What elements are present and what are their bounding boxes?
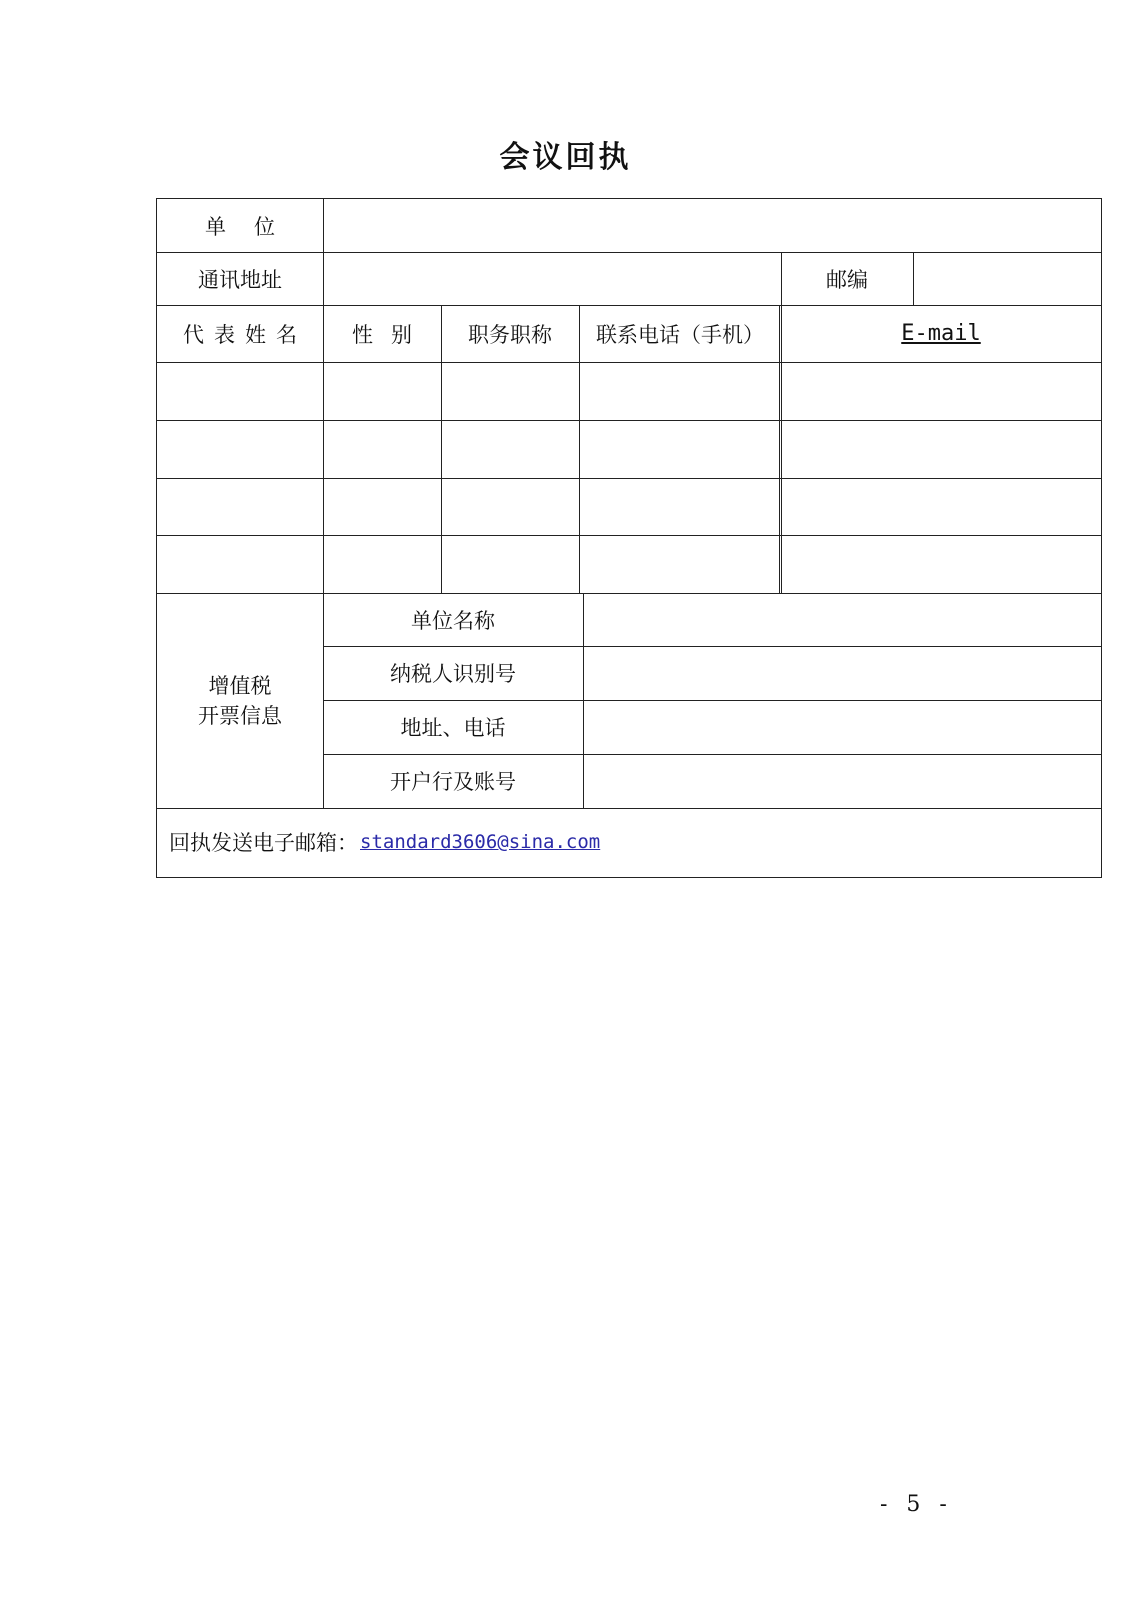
- header-phone: 联系电话（手机）: [596, 322, 764, 347]
- table-row[interactable]: [157, 536, 1101, 593]
- vat-company-name-label: 单位名称: [411, 608, 495, 633]
- table-row[interactable]: [157, 421, 1101, 478]
- footer-label: 回执发送电子邮箱：: [169, 831, 358, 855]
- vat-label-line2: 开票信息: [198, 703, 282, 728]
- receipt-form: [156, 198, 1102, 878]
- table-row[interactable]: [157, 479, 1101, 535]
- postcode-field[interactable]: [914, 252, 1101, 305]
- vat-bank-account-field[interactable]: [584, 754, 1101, 808]
- table-row[interactable]: [157, 363, 1101, 420]
- page-title: 会议回执: [499, 140, 632, 175]
- header-position: 职务职称: [468, 322, 552, 347]
- page-number: - 5 -: [880, 1492, 953, 1517]
- vat-address-phone-label: 地址、电话: [400, 716, 506, 740]
- vat-bank-account-label: 开户行及账号: [390, 770, 516, 794]
- vat-address-phone-field[interactable]: [584, 700, 1101, 754]
- unit-field[interactable]: [324, 199, 1101, 252]
- receipt-email-link[interactable]: standard3606@sina.com: [360, 831, 601, 853]
- header-name: 代表姓名: [183, 322, 307, 347]
- postcode-label: 邮编: [826, 267, 868, 292]
- vat-taxpayer-id-label: 纳税人识别号: [390, 662, 516, 686]
- vat-taxpayer-id-field[interactable]: [584, 646, 1101, 700]
- header-gender: 性别: [352, 322, 430, 347]
- unit-label: 单位: [205, 214, 303, 239]
- vat-label-line1: 增值税: [208, 673, 272, 698]
- header-email: E-mail: [901, 321, 981, 346]
- address-field[interactable]: [324, 252, 781, 305]
- vat-company-name-field[interactable]: [584, 593, 1101, 646]
- address-label: 通讯地址: [198, 267, 282, 292]
